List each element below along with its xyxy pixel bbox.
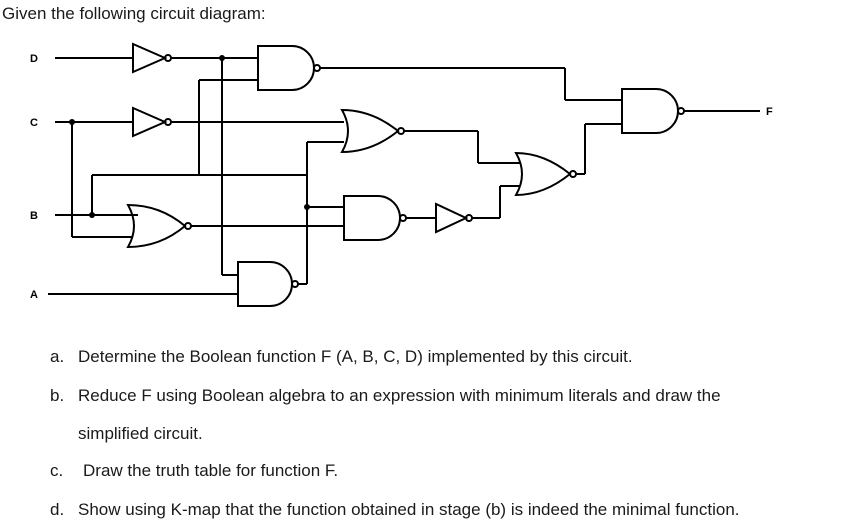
nor-gate-4 — [516, 153, 570, 195]
nand-gate-1 — [258, 46, 314, 90]
question-a-text: Determine the Boolean function F (A, B, C, D) implemented by this circuit. — [78, 347, 633, 366]
input-label-c: C — [30, 117, 38, 129]
question-a-label: a. — [50, 347, 65, 366]
nand-gate-3 — [344, 196, 400, 240]
input-label-b: B — [30, 210, 38, 222]
nor-gate-1 — [128, 205, 185, 247]
question-b-text-line1: Reduce F using Boolean algebra to an expression with minimum literals and draw the — [78, 386, 721, 405]
not-gate-c — [133, 108, 165, 136]
question-d-label: d. — [50, 500, 65, 519]
nand-gate-final — [622, 89, 678, 133]
question-d-text: Show using K-map that the function obtained in stage (b) is indeed the minimal function. — [78, 500, 740, 519]
nor-gate-3 — [342, 110, 398, 152]
input-label-a: A — [30, 289, 38, 301]
question-c-label: c. — [50, 461, 64, 480]
question-c-text: Draw the truth table for function F. — [83, 461, 339, 480]
output-label-f: F — [766, 106, 773, 118]
intro-text: Given the following circuit diagram: — [2, 4, 266, 23]
not-gate-d — [133, 44, 165, 72]
not-gate-3 — [436, 204, 466, 232]
nand-gate-2 — [238, 262, 292, 306]
question-b-label: b. — [50, 386, 65, 405]
input-label-d: D — [30, 53, 38, 65]
question-b-text-line2: simplified circuit. — [78, 424, 203, 443]
